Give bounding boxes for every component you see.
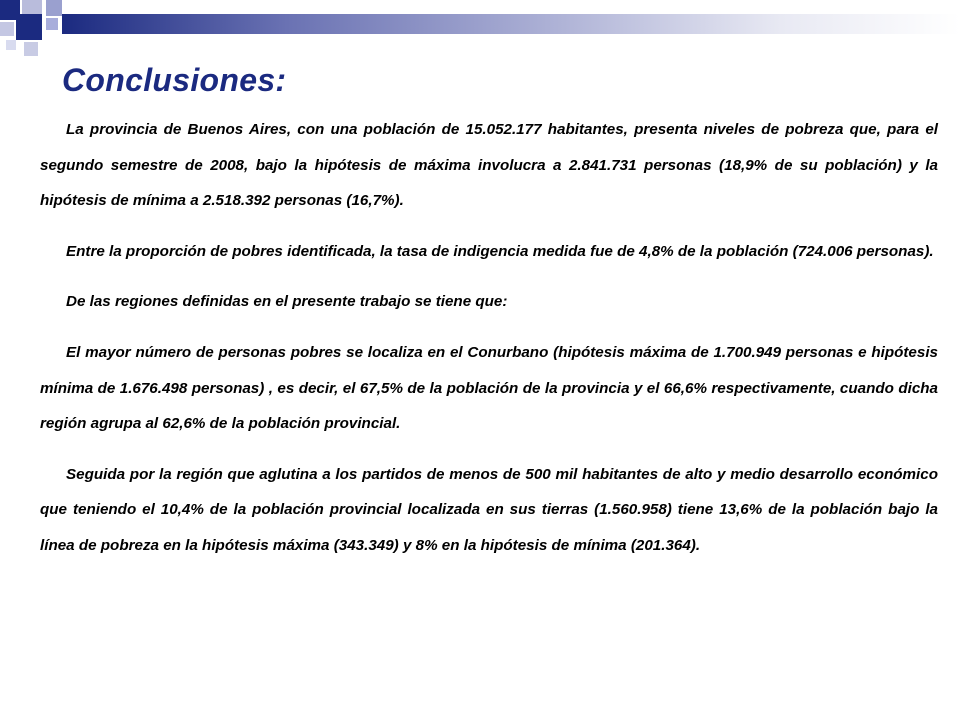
paragraph-regions-intro: De las regiones definidas en el presente trabajo se tiene que: [66,293,508,311]
slide-body [40,112,938,579]
decor-square-mid [46,18,58,30]
paragraph-indigence-rate: Entre la proporción de pobres identificada, la tasa de indigencia medida fue de 4,8% de la población (724.006 personas). [66,242,934,260]
paragraph-poverty-levels: La provincia de Buenos Aires, con una población de 15.052.177 habitantes, presenta niveles de pobreza que, para el segundo semestre de 2008, bajo la hipótesis de máxima involucra a 2.841.731 personas (18,9% de su población) y la hipótesis de mínima a 2.518.392 personas (16,7%). [40,121,938,210]
decor-square-mid [46,0,62,16]
decor-square-dark [16,14,42,40]
paragraph-second-region: Seguida por la región que aglutina a los partidos de menos de 500 mil habitantes de alto y medio desarrollo económico que teniendo el 10,4% de la población provincial localizada en sus tierras (1.560.958) tiene 13,6% de la población bajo la línea de pobreza en la hipótesis máxima (343.349) y 8% en la hipótesis de mínima (201.364). [40,465,938,554]
paragraph-conurbano: El mayor número de personas pobres se localiza en el Conurbano (hipótesis máxima de 1.700.949 personas e hipótesis mínima de 1.676.498 personas) , es decir, el 67,5% de la población de la provincia y el 66,6% respectivamente, cuando dicha región agrupa al 62,6% de la población provincial. [40,343,938,433]
header-gradient-bar [62,14,960,34]
slide-title: Conclusiones: [62,62,287,98]
decor-square-light [24,42,38,56]
decor-square-light [0,22,14,36]
decor-square-light [6,40,16,50]
